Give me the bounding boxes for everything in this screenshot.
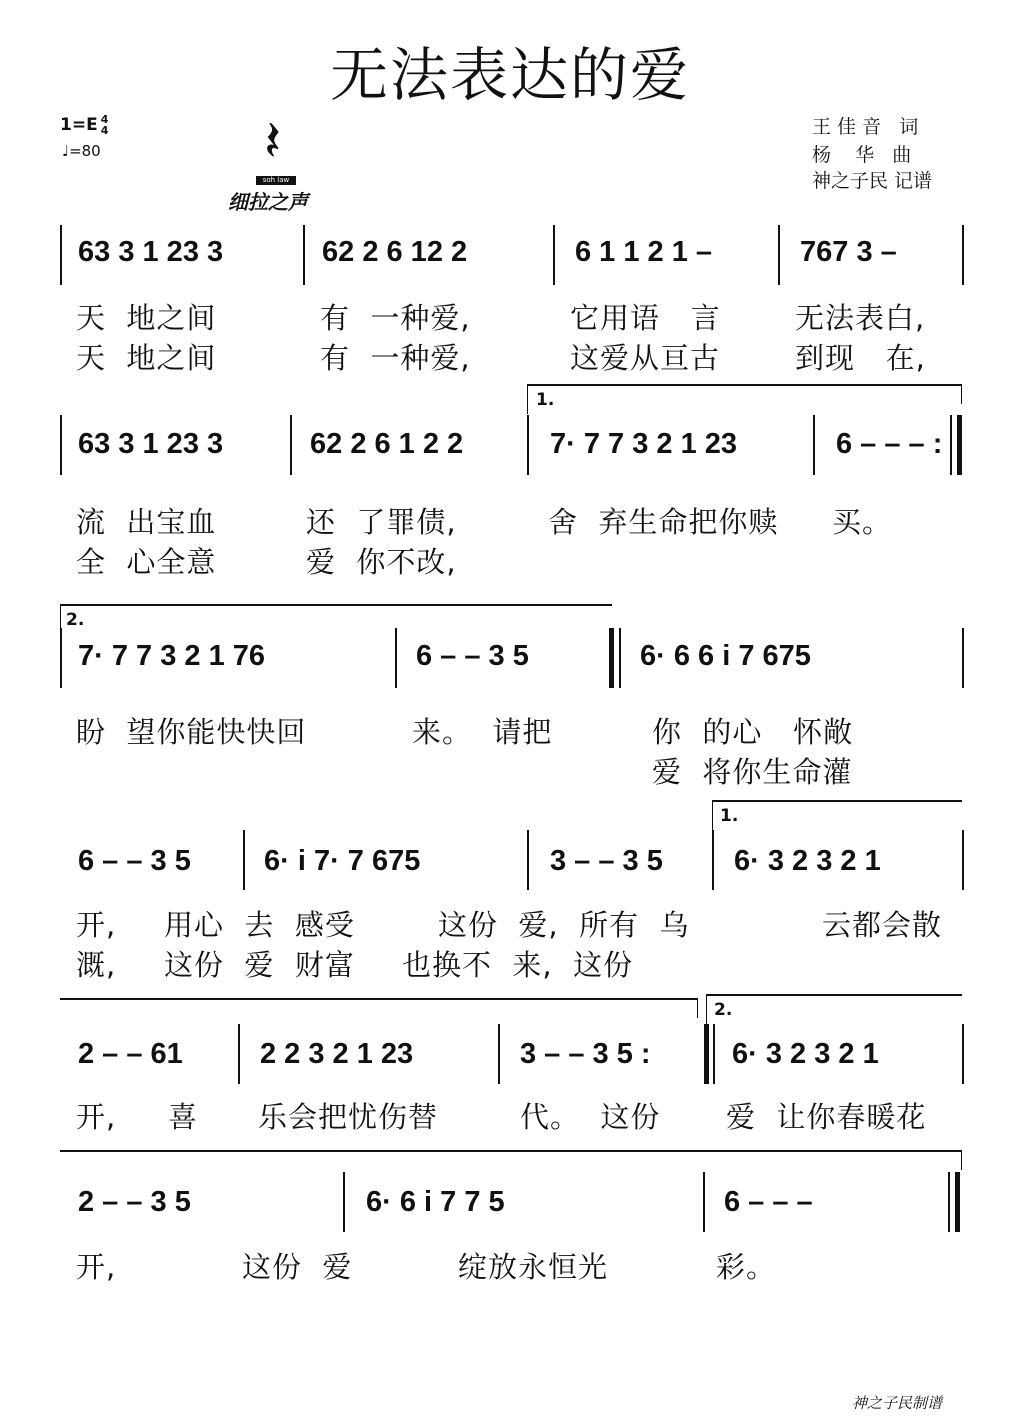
lyric-verse1: 喜	[168, 1100, 199, 1134]
lyric-verse1: 它用语 言	[570, 301, 721, 335]
barline	[60, 628, 62, 688]
lyric-verse1: 这份 爱	[242, 1250, 353, 1284]
volta-bracket-right	[961, 384, 962, 404]
logo	[226, 109, 326, 214]
volta-bracket	[706, 994, 962, 996]
volta-bracket-left	[706, 994, 707, 1024]
lyric-verse1: 开,	[76, 1250, 117, 1284]
lyric-verse2: 溉,	[76, 948, 117, 982]
measure-notes: 6· i 7· 7 675	[264, 845, 421, 877]
lyric-verse1: 盼 望你能快快回	[76, 715, 307, 749]
volta-bracket-right	[961, 1150, 962, 1170]
credit-transcriber: 神之子民 记谱	[812, 170, 933, 192]
logo-rest-icon: 𝄽	[264, 109, 282, 174]
measure-notes: 2 – – 3 5	[78, 1186, 191, 1218]
measure-notes: 6· 6 i 7 7 5	[366, 1186, 505, 1218]
barline	[962, 830, 964, 890]
key-signature	[60, 114, 108, 136]
volta-number: 1.	[720, 806, 739, 826]
measure-notes: 6 – – 3 5	[416, 640, 529, 672]
measure-notes: 63 3 1 23 3	[78, 428, 224, 460]
barline	[243, 830, 245, 890]
barline	[712, 830, 714, 890]
time-signature	[101, 114, 109, 136]
lyric-verse1: 开,	[76, 1100, 117, 1134]
barline	[962, 1024, 964, 1084]
lyric-verse1: 有 一种爱,	[320, 301, 471, 335]
barline	[703, 1172, 705, 1232]
lyric-verse2: 这份 爱 财富	[164, 948, 355, 982]
lyric-verse2: 爱 你不改,	[306, 545, 457, 579]
tempo-marking: ♩=80	[62, 142, 101, 160]
barline	[962, 225, 964, 285]
credit-composer: 杨 华 曲	[812, 144, 912, 166]
barline	[527, 415, 529, 475]
logo-text: 细拉之声	[228, 190, 308, 214]
lyric-verse1: 天 地之间	[76, 301, 217, 335]
volta-bracket	[60, 1150, 962, 1152]
measure-notes: 6 – – 3 5	[78, 845, 191, 877]
measure-notes: 6· 3 2 3 2 1	[734, 845, 881, 877]
lyric-verse1: 乐会把忧伤替	[258, 1100, 439, 1134]
measure-notes: 2 2 3 2 1 23	[260, 1038, 414, 1070]
lyric-verse1: 你 的心 怀敞	[652, 715, 854, 749]
volta-number: 1.	[536, 390, 555, 410]
measure-notes: 6 – – – :	[836, 428, 943, 460]
barline	[813, 415, 815, 475]
barline	[713, 1024, 715, 1084]
lyric-verse1: 买。	[832, 505, 893, 539]
footer-credit: 神之子民制谱	[852, 1394, 943, 1412]
time-bottom: 4	[100, 124, 109, 137]
volta-bracket-right	[697, 998, 698, 1018]
volta-bracket	[60, 998, 698, 1000]
barline	[238, 1024, 240, 1084]
volta-bracket	[527, 384, 962, 386]
measure-notes: 6· 3 2 3 2 1	[732, 1038, 879, 1070]
lyric-verse2: 天 地之间	[76, 341, 217, 375]
barline	[498, 1024, 500, 1084]
measure-notes: 62 2 6 12 2	[322, 236, 468, 268]
lyric-verse1: 开,	[76, 908, 117, 942]
lyric-verse1: 云都会散	[822, 908, 943, 942]
measure-notes: 3 – – 3 5 :	[520, 1038, 651, 1070]
start-repeat-barline	[609, 628, 614, 688]
lyric-verse2: 这爱从亘古	[570, 341, 721, 375]
time-top: 4	[100, 113, 109, 126]
lyric-verse1: 还 了罪债,	[306, 505, 457, 539]
measure-notes: 7· 7 7 3 2 1 23	[550, 428, 738, 460]
barline	[527, 830, 529, 890]
lyric-verse2: 也换不 来, 这份	[402, 948, 634, 982]
barline	[60, 415, 62, 475]
barline	[950, 415, 952, 475]
measure-notes: 7· 7 7 3 2 1 76	[78, 640, 266, 672]
barline	[395, 628, 397, 688]
lyric-verse2: 有 一种爱,	[320, 341, 471, 375]
barline	[619, 628, 621, 688]
lyric-verse1: 用心 去 感受	[164, 908, 355, 942]
end-repeat-barline	[704, 1024, 709, 1084]
end-repeat-barline	[957, 415, 962, 475]
lyric-verse1: 彩。	[716, 1250, 777, 1284]
volta-number: 2.	[714, 1000, 733, 1020]
lyric-verse1: 来。 请把	[412, 715, 553, 749]
final-barline	[955, 1172, 960, 1232]
volta-bracket	[712, 800, 962, 802]
volta-bracket-left	[712, 800, 713, 830]
lyric-verse1: 流 出宝血	[76, 505, 217, 539]
barline	[343, 1172, 345, 1232]
measure-notes: 6 – – –	[724, 1186, 813, 1218]
lyric-verse1: 舍 弃生命把你赎	[548, 505, 779, 539]
measure-notes: 3 – – 3 5	[550, 845, 663, 877]
measure-notes: 767 3 –	[800, 236, 897, 268]
barline	[290, 415, 292, 475]
barline	[553, 225, 555, 285]
barline	[60, 225, 62, 285]
volta-number: 2.	[66, 610, 85, 630]
barline	[948, 1172, 950, 1232]
barline	[962, 628, 964, 688]
measure-notes: 6 1 1 2 1 –	[575, 236, 713, 268]
page-title: 无法表达的爱	[329, 41, 690, 109]
lyric-verse2: 全 心全意	[76, 545, 217, 579]
barline	[778, 225, 780, 285]
barline	[303, 225, 305, 285]
measure-notes: 6· 6 6 i 7 675	[640, 640, 811, 672]
lyric-verse1: 爱 让你春暖花	[726, 1100, 927, 1134]
key-label: 1=E	[60, 115, 98, 135]
measure-notes: 63 3 1 23 3	[78, 236, 224, 268]
measure-notes: 62 2 6 1 2 2	[310, 428, 464, 460]
credit-lyricist: 王 佳 音 词	[812, 116, 919, 138]
lyric-verse1: 绽放永恒光	[458, 1250, 609, 1284]
volta-bracket-left	[527, 384, 528, 414]
lyric-verse1: 无法表白,	[795, 301, 926, 335]
lyric-verse1: 这份 爱, 所有 乌	[438, 908, 690, 942]
lyric-verse2: 到现 在,	[795, 341, 926, 375]
logo-band: soh law	[256, 176, 296, 185]
volta-bracket	[60, 604, 612, 606]
lyric-verse2: 爱 将你生命灌	[652, 755, 853, 789]
measure-notes: 2 – – 61	[78, 1038, 183, 1070]
lyric-verse1: 代。 这份	[520, 1100, 661, 1134]
